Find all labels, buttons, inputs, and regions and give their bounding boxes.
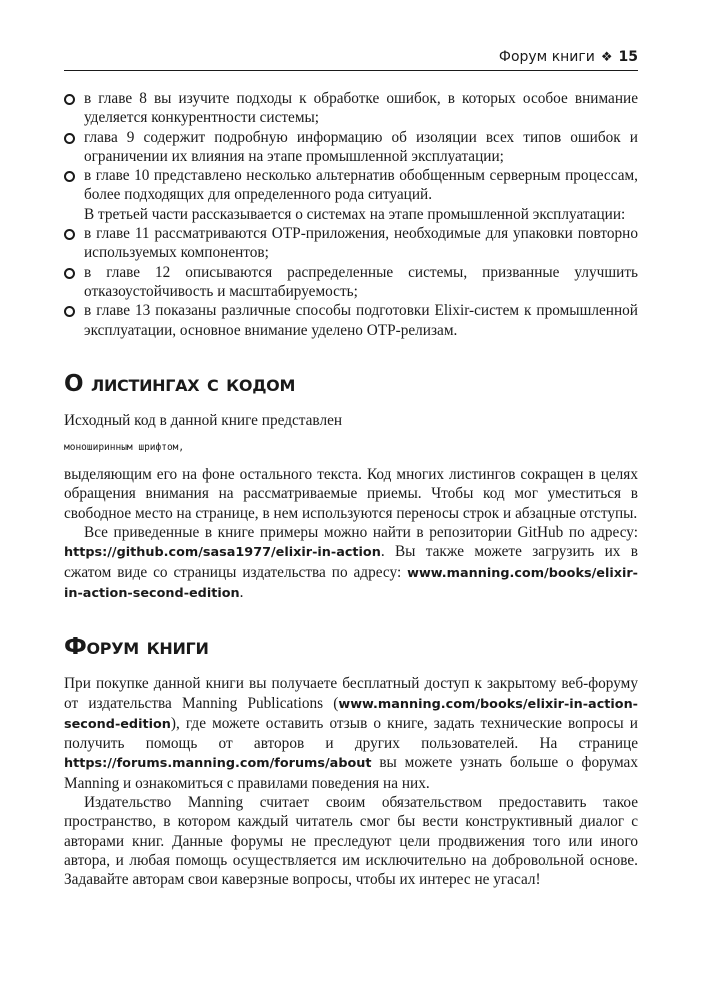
listings-intro: Исходный код в данной книге представлен — [64, 411, 343, 429]
list-item: глава 9 содержит подробную информацию об изоляции всех типов ошибок и ограничении их влияния на этапе промышленной эксплуатации; — [64, 128, 638, 167]
part3-intro: В третьей части рассказывается о системах на этапе промышленной эксплуатации: — [84, 205, 626, 223]
forum-paragraph-1: При покупке данной книги вы получаете бесплатный доступ к закрытому веб-форуму от издательства Manning Publications (www.manning.com/books/elixir-in-action-second-edition), где можете оставить отзыв о книге, задать технические вопросы и получить помощь от авторов и других пользователей. На странице https://forums.manning.com/forums/about вы можете узнать больше о форумах Manning и ознакомиться с правилами поведения на них. — [64, 675, 638, 792]
forum-paragraph-2: Издательство Manning считает своим обязательством предоставить такое пространство, в котором каждый читатель смог бы вести конструктивный диалог с авторами книг. Данные форумы не преследуют цели продвижения того или иного автора, и любая помощь осуществляется им исключительно на добровольной основе. Задавайте авторам свои каверзные вопросы, чтобы их интерес не угасал! — [64, 794, 638, 889]
monospace-sample: моноширинным шрифтом, — [64, 442, 185, 454]
manning-book-link[interactable]: www.manning.com/books/elixir-in-action-second-edition — [64, 565, 638, 601]
part2-chapter-list — [64, 89, 638, 205]
page-body — [64, 89, 638, 890]
manning-forums-link[interactable]: https://forums.manning.com/forums/about — [64, 756, 372, 772]
list-item: в главе 11 рассматриваются OTP-приложения, необходимые для упаковки повторно используемых компонентов; — [64, 224, 638, 263]
bullet-icon — [64, 306, 75, 317]
book-page — [64, 0, 638, 1000]
bullet-icon — [64, 268, 75, 279]
page-number: 15 — [618, 49, 638, 65]
ornament-icon: ❖ — [600, 50, 613, 65]
manning-book-link[interactable]: www.manning.com/books/elixir-in-action-second-edition — [64, 696, 638, 732]
list-item: в главе 13 показаны различные способы подготовки Elixir-систем к промышленной эксплуатации, основное внимание уделено OTP-релизам. — [64, 301, 638, 340]
github-link[interactable]: https://github.com/sasa1977/elixir-in-action — [64, 545, 381, 561]
part3-chapter-list — [64, 224, 638, 340]
running-header-title: Форум книги — [498, 49, 595, 65]
bullet-icon — [64, 94, 75, 105]
running-header — [64, 48, 638, 71]
list-item: в главе 10 представлено несколько альтернатив обобщенным серверным процессам, более подходящих для определенного рода ситуаций. — [64, 166, 638, 205]
list-item: в главе 8 вы изучите подходы к обработке ошибок, в которых особое внимание уделяется конкурентности системы; — [64, 89, 638, 128]
section-heading-forum: Форум книги — [64, 634, 209, 661]
listings-paragraph-1: выделяющим его на фоне остального текста. Код многих листингов сокращен в целях обращения внимания на рассматриваемые приемы. Чтобы код мог уместиться в свободное место на странице, в нем используются переносы строк и абзацные отступы. — [64, 466, 638, 522]
section-heading-listings: О листингах с кодом — [64, 370, 296, 397]
listings-paragraph-2: Все приведенные в книге примеры можно найти в репозитории GitHub по адресу: https://github.com/sasa1977/elixir-in-action. Вы также можете загрузить их в сжатом виде со страницы издательства по адресу: www.manning.com/books/elixir-in-action-second-edition. — [64, 524, 638, 601]
bullet-icon — [64, 133, 75, 144]
bullet-icon — [64, 171, 75, 182]
bullet-icon — [64, 229, 75, 240]
list-item: в главе 12 описываются распределенные системы, призванные улучшить отказоустойчивость и масштабируемость; — [64, 263, 638, 302]
